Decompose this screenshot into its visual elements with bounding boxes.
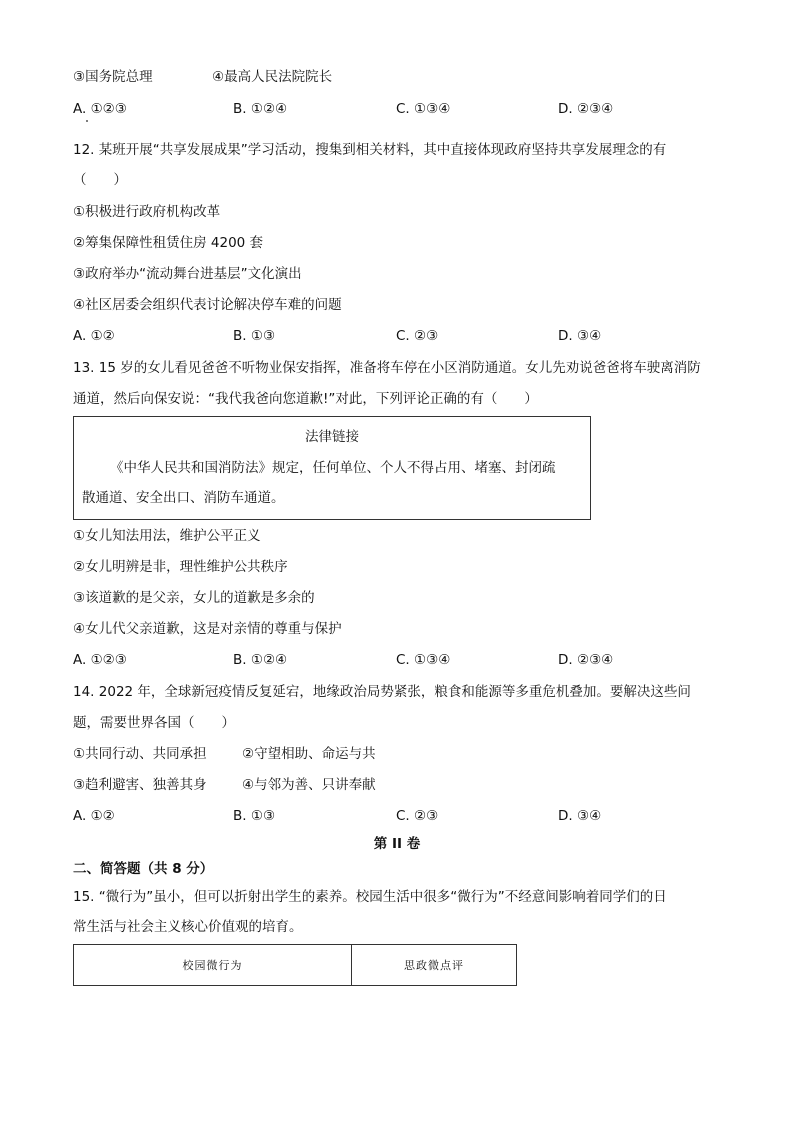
q14-item-1: ①共同行动、共同承担	[73, 746, 207, 762]
q12-option-c[interactable]: C. ②③	[396, 328, 439, 344]
q12-option-a[interactable]: A. ①②	[73, 328, 115, 344]
q14-option-a[interactable]: A. ①②	[73, 808, 115, 824]
law-link-box	[73, 416, 591, 520]
q12-option-b[interactable]: B. ①③	[233, 328, 276, 344]
q12-item-4: ④社区居委会组织代表讨论解决停车难的问题	[73, 297, 342, 313]
q14-item-4: ④与邻为善、只讲奉献	[242, 777, 376, 793]
q11-option-d[interactable]: D. ②③④	[558, 101, 614, 117]
q14-stem-line-2: 题，需要世界各国（ ）	[73, 715, 235, 731]
q13-stem-line-2: 通道，然后向保安说：“我代我爸向您道歉!”对此，下列评论正确的有（ ）	[73, 391, 538, 407]
q15-table	[73, 944, 517, 986]
q15-table-header-behavior: 校园微行为	[74, 945, 352, 985]
q14-option-c[interactable]: C. ②③	[396, 808, 439, 824]
q14-option-b[interactable]: B. ①③	[233, 808, 276, 824]
q13-item-2: ②女儿明辨是非，理性维护公共秩序	[73, 559, 288, 575]
q11-option-a[interactable]: A. ①②③	[73, 101, 127, 117]
q14-option-d[interactable]: D. ③④	[558, 808, 602, 824]
q15-table-header-comment: 思政微点评	[404, 959, 464, 972]
q13-item-4: ④女儿代父亲道歉，这是对亲情的尊重与保护	[73, 621, 342, 637]
law-link-line-2: 散通道、安全出口、消防车通道。	[82, 490, 285, 506]
q11-item-3: ③国务院总理	[73, 69, 153, 85]
q12-stem: 12. 某班开展“共享发展成果”学习活动，搜集到相关材料，其中直接体现政府坚持共享发展理念的有	[73, 142, 667, 158]
q14-item-2: ②守望相助、命运与共	[242, 746, 376, 762]
q15-stem-line-1: 15. “微行为”虽小，但可以折射出学生的素养。校园生活中很多“微行为”不经意间影响着同学们的日	[73, 889, 667, 905]
q14-stem-line-1: 14. 2022 年，全球新冠疫情反复延宕，地缘政治局势紧张，粮食和能源等多重危机叠加。要解决这些问	[73, 684, 691, 700]
section-title-short-answer: 二、简答题（共 8 分）	[73, 861, 214, 877]
q12-item-3: ③政府举办“流动舞台进基层”文化演出	[73, 266, 302, 282]
q13-option-c[interactable]: C. ①③④	[396, 652, 451, 668]
q11-option-b[interactable]: B. ①②④	[233, 101, 288, 117]
q12-item-2: ②筹集保障性租赁住房 4200 套	[73, 235, 264, 251]
law-link-title: 法律链接	[305, 429, 359, 445]
law-link-line-1: 《中华人民共和国消防法》规定，任何单位、个人不得占用、堵塞、封闭疏	[110, 460, 556, 476]
q13-option-b[interactable]: B. ①②④	[233, 652, 288, 668]
q13-option-d[interactable]: D. ②③④	[558, 652, 614, 668]
q13-item-3: ③该道歉的是父亲，女儿的道歉是多余的	[73, 590, 315, 606]
q14-item-3: ③趋利避害、独善其身	[73, 777, 207, 793]
q11-item-4: ④最高人民法院院长	[212, 69, 333, 85]
q15-stem-line-2: 常生活与社会主义核心价值观的培育。	[73, 919, 303, 935]
q13-option-a[interactable]: A. ①②③	[73, 652, 127, 668]
q13-item-1: ①女儿知法用法，维护公平正义	[73, 528, 261, 544]
q12-answer-bracket: （ ）	[73, 172, 127, 188]
q12-item-1: ①积极进行政府机构改革	[73, 204, 221, 220]
stray-mark	[86, 120, 88, 122]
q12-option-d[interactable]: D. ③④	[558, 328, 602, 344]
q11-option-c[interactable]: C. ①③④	[396, 101, 451, 117]
part-2-title: 第 II 卷	[373, 836, 421, 852]
q13-stem-line-1: 13. 15 岁的女儿看见爸爸不听物业保安指挥，准备将车停在小区消防通道。女儿先劝说爸爸将车驶离消防	[73, 360, 701, 376]
